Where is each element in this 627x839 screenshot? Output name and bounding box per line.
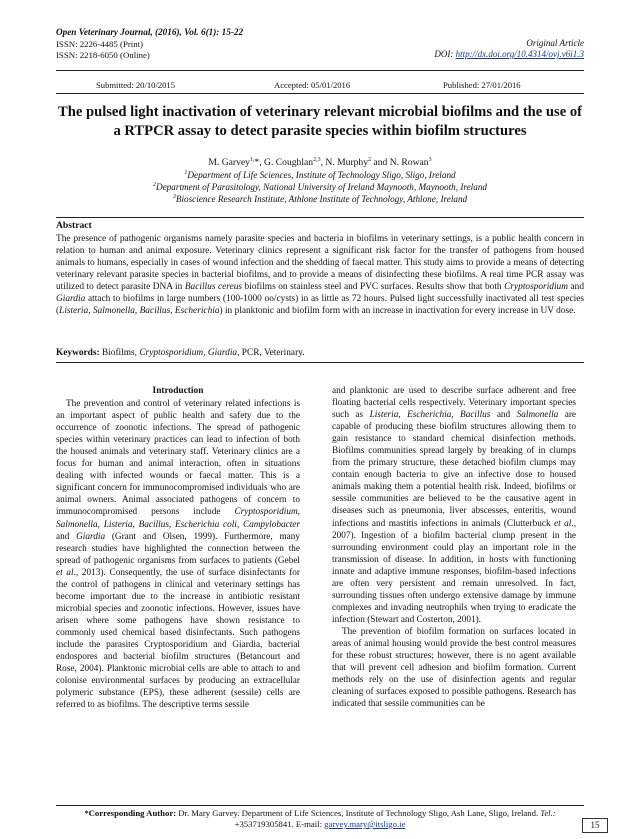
intro-paragraph-1 [56,398,300,711]
footer-run: Dr. Mary Garvey. Department of Life Sciences, Institute of Technology Sligo, Ash Lane, Sligo, Ireland. [176,808,541,818]
column-left [56,385,300,711]
author-name: G. Coughlan [264,157,314,169]
column-right [332,385,576,710]
text-italic: et al [56,567,74,578]
page-number: 15 [582,818,608,833]
text-run: (Grant and Olsen, 1999). Furthermore, many research studies have highlighted the connection between the spread of pathogenic organisms from surfaces to patients (Gebel [56,531,301,566]
text-italic: et al [554,518,572,529]
abstract-bottom-rule [56,362,584,363]
submitted-date: Submitted: 20/10/2015 [96,80,176,90]
abstract-italic: Cryptosporidium [504,282,568,293]
footer-rule [56,805,584,806]
doi-link[interactable]: http://dx.doi.org/10.4314/ovj.v6i1.3 [455,49,584,59]
footer-run: +353719305841. E-mail: [234,819,325,829]
article-type: Original Article [526,38,584,48]
author-sup: 3 [428,157,432,163]
abstract-italic: Listeria, Salmonella, Bacillus, Escherichia [59,306,220,317]
corresponding-mark: * [254,157,260,169]
text-run: are capable of producing these biofilm structures allowing them to gain resistance to standard chemical disinfection methods. Biofilms communities spread largely by breaking of in clumps from the primary structure, these detached biofilm clumps may contain enough bacteria to give an infective dose to housed animals making them a potential health risk. Indeed, biofilms or sessile communities are believed to be the causative agent in diseases such as pneumonia, liver abscesses, enteritis, wound infections and mastitis infections in animals (Clutterbuck [332,410,577,529]
affiliation-num: 1 [184,170,188,176]
text-italic: Listeria, Escherichia, Bacillus [369,410,491,421]
issn-print: ISSN: 2226-4485 (Print) [56,39,143,49]
abstract-top-rule [56,217,584,218]
doi-label: DOI: [434,49,454,59]
tel-label: Tel.: [540,808,556,818]
intro-paragraph-2: The prevention of biofilm formation on surfaces located in areas of animal housing would provide the best control measures for these robust structures; however, there is no agent available that will prevent cell adhesion and biofilm formation. Current methods rely on the use of disinfection agents and regular cleaning of surfaces exposed to possible pathogens. Research has indicated that sessile communities can be [332,626,576,710]
intro-paragraph-1-cont [332,385,576,626]
footer-label: *Corresponding Author: [84,808,177,818]
abstract-run: and [567,282,585,293]
text-run: and [490,410,517,421]
author-sup: 2 [368,157,372,163]
issn-online: ISSN: 2218-6050 (Online) [56,50,150,60]
affiliation-num: 3 [172,194,176,200]
introduction-heading: Introduction [152,386,204,396]
author-name: M. Garvey [208,157,250,169]
doi-line [434,49,584,60]
author-name: N. Murphy [325,157,369,169]
text-italic: Salmonella [516,410,559,421]
keyword-run: Biofilms, [99,348,140,358]
text-run: ., 2013). Consequently, the use of surface disinfectants for the control of pathogens in clinical and veterinary settings has become important due to the increase in antibiotic resistant microbial species and zoonotic infections. However, issues have arisen where some pathogens have shown resistance to commonly used chemical based disinfectants. Such pathogens include the parasites Cryptosporidium and Giardia, bacterial endospores and bacterial biofilm structures (Betancourt and Rose, 2004). Planktonic microbial cells are able to attach to and colonise environmental surfaces by producing an extracellular polymeric substance (EPS), these adherent (sessile) cells are referred to as biofilms. The descriptive terms sessile [56,567,300,711]
text-run: The prevention and control of veterinary related infections is an important aspect of public health and safety due to the occurrence of zoonotic infections. The spread of pathogenic species within veterinary practices can lead to infection of both the housed animals and veterinary staff. Veterinary clinics are a focus for human and animal interaction, often in situations dealing with infected wounds or faecal matter. This is a significant concern for immunocompromised individuals who are animal owners. Animal associated pathogens of concern to immunocompromised persons include [56,399,300,518]
text-italic: Giardia [76,531,106,542]
keywords-line [56,347,584,359]
author-name: N. Rowan [389,157,429,169]
affiliation-text: Department of Parasitology, National University of Ireland Maynooth, Maynooth, Ireland [155,182,488,193]
abstract-run: attach to biofilms in large numbers (100-1000 oo/cysts) in as little as 72 hours. Pulsed light successfully inactivated all test species ( [56,294,584,317]
abstract-italic: Bacillus cereus [184,282,243,293]
affiliation-3 [56,191,584,205]
abstract-italic: Giardia [56,294,86,305]
corresponding-author-note [56,808,584,830]
text-run: and [56,531,77,542]
keyword-run: , PCR, Veterinary. [237,348,305,358]
abstract-run: The presence of pathogenic organisms namely parasite species and bacteria in biofilms in veterinary settings, is a public health concern in relation to human and animal exposure. Veterinary clinics represent a significant risk factor for the transfer of pathogens from housed animals to humans, especially in cases of wound infection and the shedding of faecal matter. This study aims to provide a means of detecting veterinary relevant parasite species in bacterial biofilms, and to provide a means of disinfecting these biofilms. A real time PCR assay was utilized to detect parasite DNA in [56,234,584,293]
abstract-run: biofilms on stainless steel and PVC surfaces. Results show that both [242,282,505,293]
affiliation-text: Department of Life Sciences, Institute of Technology Sligo, Sligo, Ireland [187,170,456,181]
issn-block [56,39,150,61]
dates-rule [56,93,584,94]
keyword-italic: Cryptosporidium, Giardia [139,348,238,358]
author-separator: , [320,157,326,169]
published-date: Published: 27/01/2016 [443,80,521,90]
author-separator: and [371,157,390,169]
text-italic: Cryptosporidium, Salmonella, Listeria, Bacillus, Escherichia coli, Campylobacter [56,507,300,530]
abstract-text [56,233,584,317]
author-separator: , [259,157,265,169]
text-run: ., 2007). Ingestion of a biofilm bacterial clump present in the surrounding environment could play an important role in the transmission of disease. In addition, in hosts with functioning innate and adaptive immune responses, biofilm-based infections are often very persistent and remain unresolved. In fact, surrounding tissues often undergo extensive damage by immune complexes and invading neutrophils when trying to eradicate the infection (Stewart and Costerton, 2001). [332,518,576,625]
affiliation-text: Bioscience Research Institute, Athlone Institute of Technology, Athlone, Ireland [175,194,468,205]
keywords-label: Keywords: [56,348,100,358]
header-rule [56,70,584,71]
abstract-run: ) in planktonic and biofilm form with an increase in inactivation for every increase in UV dose. [219,306,576,317]
text-run: and planktonic are used to describe surface adherent and free floating bacterial cells respectively. Veterinary important species such as [332,386,576,421]
affiliation-num: 2 [152,182,156,188]
email-link[interactable]: garvey.mary@itsligo.ie [324,819,406,829]
abstract-heading: Abstract [56,220,92,231]
author-sup: 2,3 [313,157,321,163]
author-sup: 1, [249,157,255,163]
journal-name: Open Veterinary Journal, (2016), Vol. 6(1): 15-22 [56,27,244,37]
article-title: The pulsed light inactivation of veterinary relevant microbial biofilms and the use of a RTPCR assay to detect parasite species within biofilm structures [57,104,583,139]
accepted-date: Accepted: 05/01/2016 [274,80,351,90]
